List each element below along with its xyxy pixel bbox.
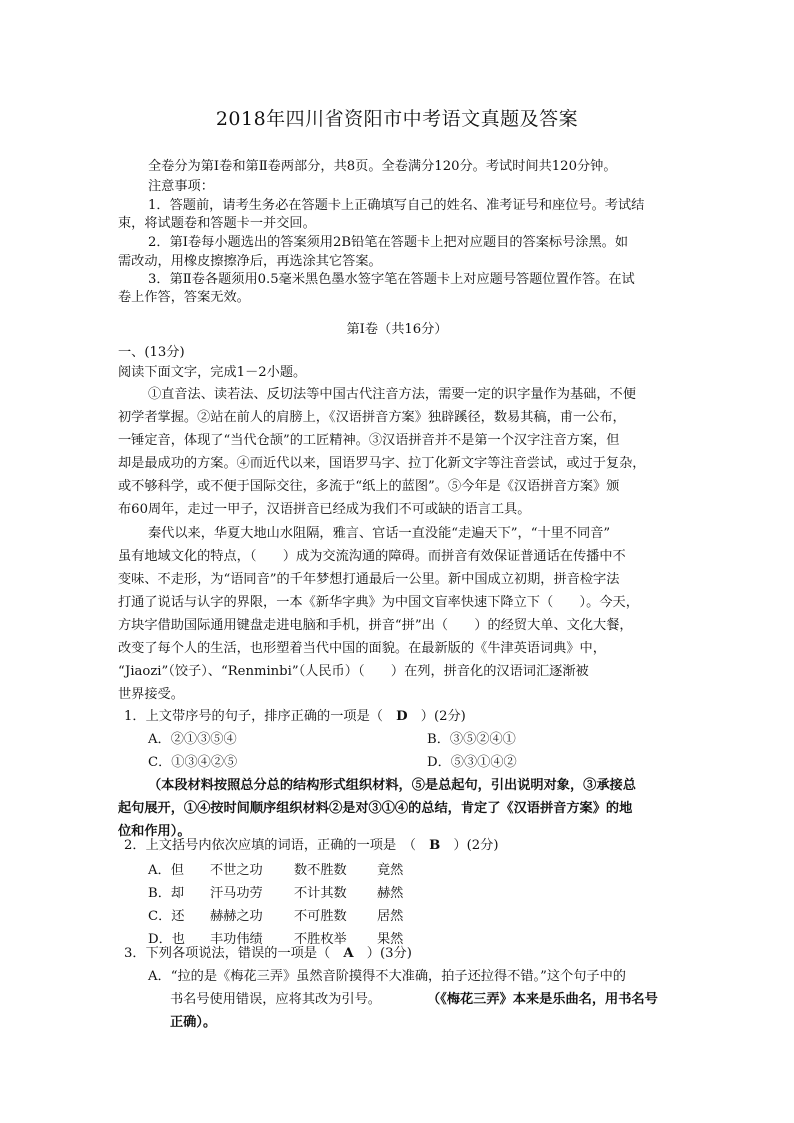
intro-line: 全卷分为第Ⅰ卷和第Ⅱ卷两部分，共8页。全卷满分120分。考试时间共120分钟。	[148, 159, 617, 174]
option-word: 汗马功劳	[210, 886, 263, 901]
option-label: D．也	[148, 932, 185, 947]
option-label: C．还	[148, 909, 185, 924]
question-stem-text: 3．下列各项说法，错误的一项是（	[124, 946, 344, 961]
instruction: 阅读下面文字，完成1－2小题。	[118, 365, 307, 380]
passage-line: 虽有地域文化的特点，（ ）成为交流沟通的障碍。而拼音有效保证普通话在传播中不	[118, 549, 626, 564]
intro-line: 1．答题前，请考生务必在答题卡上正确填写自己的姓名、准考证号和座位号。考试结	[148, 198, 645, 213]
explanation-line: （本段材料按照总分总的结构形式组织材料，⑤是总起句，引出说明对象，③承接总	[148, 778, 636, 793]
intro-line: 需改动，用橡皮擦擦净后，再选涂其它答案。	[118, 254, 382, 269]
answer-note: 正确）。	[170, 1015, 217, 1030]
question-2-stem	[124, 837, 499, 855]
question-1-stem	[124, 708, 466, 726]
option-b: B．③⑤②④①	[427, 732, 516, 747]
intro-line: 卷上作答，答案无效。	[118, 290, 250, 305]
question-stem-text: 1．上文带序号的句子，排序正确的一项是（	[124, 709, 397, 724]
question-3-stem	[124, 945, 412, 963]
intro-line: 束，将试题卷和答题卡一并交回。	[118, 216, 316, 231]
option-word: 竟然	[377, 863, 404, 878]
passage-line: 秦代以来，华夏大地山水阻隔，雅言、官话一直没能“走遍天下”，“十里不同音”	[148, 526, 611, 541]
intro-line: 2．第Ⅰ卷每小题选出的答案须用2B铅笔在答题卡上把对应题目的答案标号涂黑。如	[148, 235, 629, 250]
part-heading: 一、(13分)	[118, 345, 185, 360]
passage-line: 布60周年，走过一甲子，汉语拼音已经成为我们不可或缺的语言工具。	[118, 502, 531, 517]
option-word: 不世之功	[210, 863, 263, 878]
passage-line: 打通了说话与认字的界限，一本《新华字典》为中国文盲率快速下降立下（ ）。今天，	[118, 595, 639, 610]
option-word: 果然	[377, 932, 404, 947]
passage-line: 方块字借助国际通用键盘走进电脑和手机，拼音“拼”出（ ）的经贸大单、文化大餐，	[118, 618, 633, 633]
explanation-line: 位和作用）。	[118, 824, 191, 839]
option-d: D．⑤③①④②	[427, 755, 517, 770]
section-title: 第Ⅰ卷（共16分）	[346, 322, 448, 337]
passage-line: 改变了每个人的生活，也形塑着当代中国的面貌。在最新版的《牛津英语词典》中，	[118, 641, 606, 656]
option-word: 赫然	[377, 886, 404, 901]
explanation-line: 起句展开，①④按时间顺序组织材料②是对③①④的总结，肯定了《汉语拼音方案》的地	[118, 801, 633, 816]
passage-line: “Jiaozi”（饺子）、“Renminbi”（人民币）（ ）在列，拼音化的汉语词汇逐渐被	[118, 664, 589, 679]
passage-line: 变味、不走形，为“语同音”的千年梦想打通最后一公里。新中国成立初期，拼音检字法	[118, 572, 620, 587]
option-word: 赫赫之功	[210, 909, 263, 924]
option-word: 不胜枚举	[294, 932, 347, 947]
option-word: 数不胜数	[294, 863, 347, 878]
question-stem-text: 2．上文括号内依次应填的词语，正确的一项是 （	[124, 838, 430, 853]
intro-line: 3．第Ⅱ卷各题须用0.5毫米黑色墨水签字笔在答题卡上对应题号答题位置作答。在试	[148, 272, 635, 287]
option-a: A．“拉的是《梅花三弄》虽然音阶摸得不大准确，拍子还拉得不错。”这个句子中的	[148, 969, 626, 984]
passage-line: 却是最成功的方案。④而近代以来，国语罗马字、拉丁化新文字等注音尝试，或过于复杂，	[118, 456, 646, 471]
option-a-continued: 书名号使用错误，应将其改为引号。	[170, 992, 381, 1007]
passage-line: 一锤定音，体现了“当代仓颉”的工匠精神。③汉语拼音并不是第一个汉字注音方案，但	[118, 433, 620, 448]
question-points: ）(3分)	[353, 946, 412, 961]
passage-line: 或不够科学，或不便于国际交往，多流于“纸上的蓝图”。⑤今年是《汉语拼音方案》颁	[118, 479, 620, 494]
passage-line: 初学者掌握。②站在前人的肩膀上，《汉语拼音方案》独辟蹊径，数易其稿，甫一公布，	[118, 410, 626, 425]
option-word: 居然	[377, 909, 404, 924]
question-points: ）(2分)	[407, 709, 466, 724]
option-word: 不计其数	[294, 886, 347, 901]
passage-line: ①直音法、读若法、反切法等中国古代注音方法，需要一定的识字量作为基础，不便	[148, 387, 636, 402]
question-points: ）(2分)	[440, 838, 499, 853]
intro-line: 注意事项：	[148, 179, 214, 194]
page-title: 2018年四川省资阳市中考语文真题及答案	[215, 108, 579, 130]
question-answer: D	[396, 709, 408, 724]
option-label: B．却	[148, 886, 185, 901]
passage-line: 世界接受。	[118, 687, 184, 702]
option-word: 不可胜数	[294, 909, 347, 924]
option-c: C．①③④②⑤	[148, 755, 238, 770]
option-a: A．②①③⑤④	[148, 732, 237, 747]
option-word: 丰功伟绩	[210, 932, 263, 947]
answer-note: （《梅花三弄》本来是乐曲名，用书名号	[427, 992, 658, 1007]
question-answer: B	[429, 838, 441, 853]
question-answer: A	[343, 946, 354, 961]
option-label: A．但	[148, 863, 184, 878]
